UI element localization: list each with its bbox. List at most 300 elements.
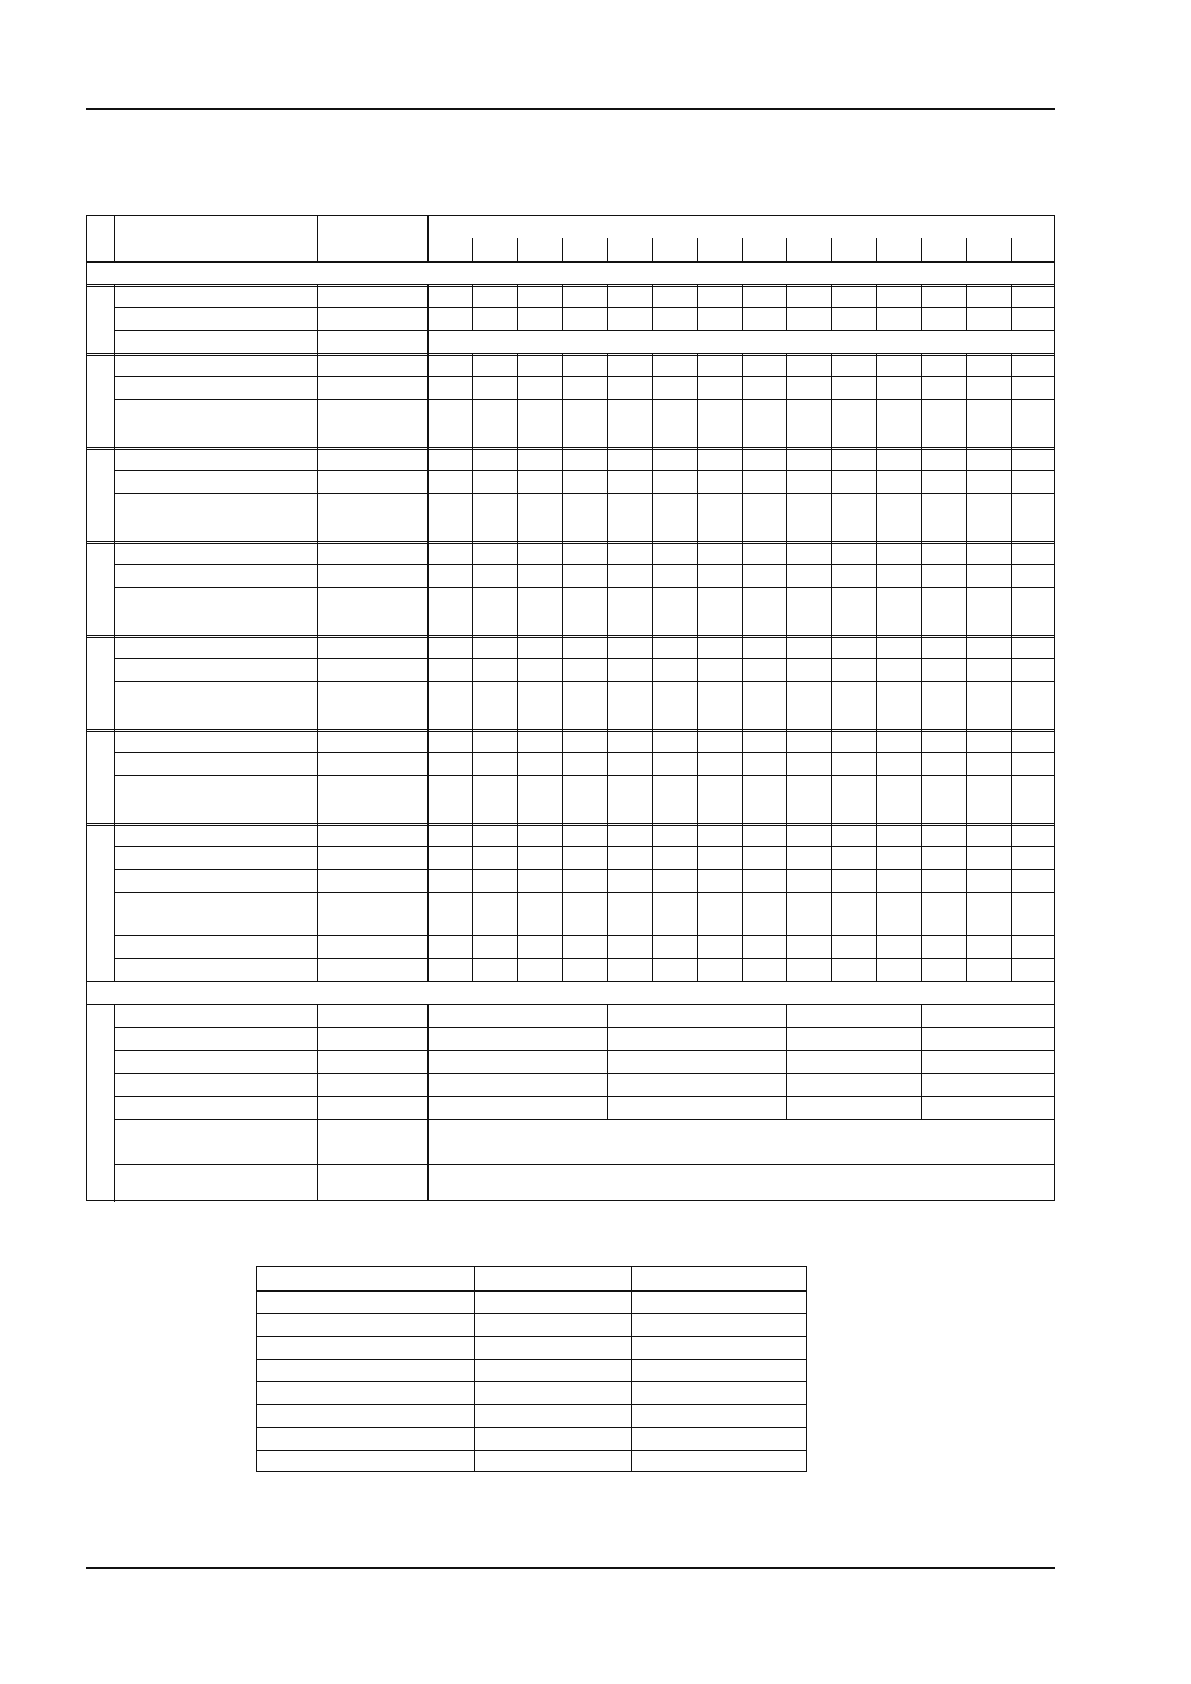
month-divider	[472, 353, 473, 376]
group-bottom-border	[87, 635, 1054, 638]
month-divider	[607, 376, 608, 399]
summary-row-divider	[257, 1336, 806, 1337]
month-divider	[876, 541, 877, 564]
header-month-tick	[876, 238, 877, 261]
header-rule	[86, 108, 1055, 110]
month-divider	[517, 752, 518, 775]
month-divider	[742, 658, 743, 681]
month-divider	[562, 564, 563, 587]
unit-divider	[427, 284, 429, 307]
label-divider	[317, 729, 318, 752]
month-divider	[517, 353, 518, 376]
month-divider	[831, 587, 832, 635]
month-divider	[562, 892, 563, 935]
month-divider	[1011, 935, 1012, 958]
month-divider	[786, 846, 787, 869]
row-divider	[114, 658, 1054, 659]
month-divider	[652, 958, 653, 981]
unit-divider	[427, 752, 429, 775]
month-divider	[1011, 635, 1012, 658]
month-divider	[742, 935, 743, 958]
month-divider	[742, 823, 743, 846]
month-divider	[472, 869, 473, 892]
month-divider	[652, 729, 653, 752]
header-month-tick	[742, 238, 743, 261]
unit-divider	[427, 353, 429, 376]
summary-row-divider	[257, 1404, 806, 1405]
month-divider	[652, 307, 653, 330]
month-divider	[921, 775, 922, 823]
month-divider	[697, 752, 698, 775]
header-month-tick	[786, 238, 787, 261]
month-divider	[1011, 353, 1012, 376]
month-divider	[652, 846, 653, 869]
month-divider	[831, 869, 832, 892]
month-divider	[1011, 658, 1012, 681]
month-divider	[742, 958, 743, 981]
month-divider	[876, 681, 877, 729]
month-divider	[921, 752, 922, 775]
month-divider	[966, 447, 967, 470]
month-divider	[966, 307, 967, 330]
month-divider	[742, 541, 743, 564]
month-divider	[697, 399, 698, 447]
month-divider	[742, 775, 743, 823]
month-divider	[786, 681, 787, 729]
month-divider	[786, 823, 787, 846]
month-divider	[876, 869, 877, 892]
month-divider	[831, 399, 832, 447]
month-divider	[831, 892, 832, 935]
month-divider	[966, 635, 967, 658]
unit-divider	[427, 376, 429, 399]
summary-header-border	[257, 1290, 806, 1292]
month-divider	[562, 470, 563, 493]
month-divider	[607, 470, 608, 493]
unit-divider	[427, 681, 429, 729]
row-divider	[114, 935, 1054, 936]
month-divider	[517, 447, 518, 470]
header-month-tick	[562, 238, 563, 261]
unit-divider	[427, 935, 429, 958]
month-divider	[921, 541, 922, 564]
summary-column-divider	[921, 1004, 922, 1027]
summary-column-divider	[607, 1027, 608, 1050]
header-month-tick	[1011, 238, 1012, 261]
group-divider	[114, 823, 115, 981]
month-divider	[921, 681, 922, 729]
month-divider	[921, 635, 922, 658]
month-divider	[1011, 752, 1012, 775]
header-month-tick	[472, 238, 473, 261]
label-divider	[317, 284, 318, 307]
month-divider	[876, 470, 877, 493]
unit-divider	[427, 823, 429, 846]
month-divider	[831, 541, 832, 564]
month-divider	[876, 892, 877, 935]
month-divider	[966, 892, 967, 935]
summary-column-divider	[607, 1004, 608, 1027]
month-divider	[472, 307, 473, 330]
unit-divider	[427, 493, 429, 541]
summary-column-divider	[786, 1050, 787, 1073]
month-divider	[517, 775, 518, 823]
unit-divider	[427, 1027, 429, 1050]
unit-divider	[427, 587, 429, 635]
month-divider	[786, 935, 787, 958]
row-divider	[114, 892, 1054, 893]
month-divider	[517, 376, 518, 399]
summary-row-divider	[257, 1427, 806, 1428]
unit-divider	[427, 635, 429, 658]
group-bottom-border	[87, 447, 1054, 450]
group-bottom-border	[87, 981, 1054, 982]
month-divider	[562, 635, 563, 658]
month-divider	[697, 935, 698, 958]
month-divider	[652, 775, 653, 823]
row-divider	[114, 1027, 1054, 1028]
month-divider	[786, 564, 787, 587]
month-divider	[517, 935, 518, 958]
label-divider	[317, 823, 318, 846]
month-divider	[472, 635, 473, 658]
month-divider	[742, 564, 743, 587]
month-divider	[921, 447, 922, 470]
unit-divider	[427, 447, 429, 470]
month-divider	[876, 752, 877, 775]
month-divider	[697, 447, 698, 470]
month-divider	[831, 752, 832, 775]
month-divider	[921, 846, 922, 869]
label-divider	[317, 1096, 318, 1119]
month-divider	[742, 376, 743, 399]
unit-divider	[427, 1096, 429, 1119]
month-divider	[876, 447, 877, 470]
unit-divider	[427, 470, 429, 493]
header-month-tick	[697, 238, 698, 261]
month-divider	[876, 399, 877, 447]
month-divider	[742, 869, 743, 892]
header-month-tick	[607, 238, 608, 261]
month-divider	[562, 681, 563, 729]
month-divider	[831, 284, 832, 307]
month-divider	[966, 470, 967, 493]
month-divider	[472, 564, 473, 587]
month-divider	[607, 587, 608, 635]
header-month-tick	[921, 238, 922, 261]
row-divider	[114, 587, 1054, 588]
month-divider	[966, 541, 967, 564]
month-divider	[607, 447, 608, 470]
month-divider	[652, 376, 653, 399]
month-divider	[786, 376, 787, 399]
label-divider	[317, 935, 318, 958]
month-divider	[966, 658, 967, 681]
month-divider	[517, 587, 518, 635]
month-divider	[786, 353, 787, 376]
month-divider	[831, 635, 832, 658]
label-divider	[317, 752, 318, 775]
month-divider	[742, 587, 743, 635]
month-divider	[607, 752, 608, 775]
month-divider	[786, 399, 787, 447]
month-divider	[562, 775, 563, 823]
month-divider	[517, 635, 518, 658]
month-divider	[472, 284, 473, 307]
month-divider	[1011, 376, 1012, 399]
row-divider	[114, 493, 1054, 494]
month-divider	[652, 399, 653, 447]
month-divider	[697, 541, 698, 564]
summary-row-divider	[257, 1359, 806, 1360]
unit-divider	[427, 541, 429, 564]
month-divider	[786, 470, 787, 493]
month-divider	[831, 823, 832, 846]
month-divider	[607, 353, 608, 376]
month-divider	[876, 564, 877, 587]
month-divider	[517, 846, 518, 869]
unit-divider	[427, 1004, 429, 1027]
month-divider	[742, 892, 743, 935]
month-divider	[562, 353, 563, 376]
month-divider	[966, 353, 967, 376]
month-divider	[562, 729, 563, 752]
month-divider	[831, 729, 832, 752]
month-divider	[876, 284, 877, 307]
header-group-divider	[114, 216, 115, 261]
month-divider	[742, 447, 743, 470]
month-divider	[562, 823, 563, 846]
month-divider	[921, 658, 922, 681]
label-divider	[317, 635, 318, 658]
month-divider	[472, 493, 473, 541]
month-divider	[607, 958, 608, 981]
month-divider	[742, 284, 743, 307]
unit-divider	[427, 869, 429, 892]
month-divider	[652, 493, 653, 541]
month-divider	[876, 729, 877, 752]
label-divider	[317, 564, 318, 587]
month-divider	[966, 564, 967, 587]
month-divider	[652, 564, 653, 587]
month-divider	[876, 658, 877, 681]
month-divider	[562, 493, 563, 541]
month-divider	[786, 775, 787, 823]
row-divider	[114, 1164, 1054, 1165]
summary-row-divider	[257, 1381, 806, 1382]
month-divider	[876, 587, 877, 635]
month-divider	[517, 869, 518, 892]
month-divider	[742, 470, 743, 493]
month-divider	[652, 284, 653, 307]
label-divider	[317, 681, 318, 729]
month-divider	[562, 284, 563, 307]
month-divider	[742, 752, 743, 775]
header-unit-divider	[427, 216, 429, 261]
label-divider	[317, 869, 318, 892]
month-divider	[831, 447, 832, 470]
month-divider	[921, 470, 922, 493]
month-divider	[966, 681, 967, 729]
month-divider	[652, 752, 653, 775]
unit-divider	[427, 729, 429, 752]
month-divider	[517, 284, 518, 307]
month-divider	[742, 307, 743, 330]
month-divider	[562, 958, 563, 981]
month-divider	[472, 681, 473, 729]
month-divider	[921, 587, 922, 635]
month-divider	[607, 564, 608, 587]
unit-divider	[427, 399, 429, 447]
month-divider	[831, 353, 832, 376]
unit-divider	[427, 892, 429, 935]
month-divider	[742, 729, 743, 752]
month-divider	[697, 353, 698, 376]
header-month-tick	[517, 238, 518, 261]
month-divider	[652, 823, 653, 846]
month-divider	[786, 541, 787, 564]
month-divider	[697, 307, 698, 330]
month-divider	[786, 892, 787, 935]
month-divider	[921, 935, 922, 958]
group-bottom-border	[87, 541, 1054, 544]
summary-column-divider	[786, 1004, 787, 1027]
summary-column-divider	[921, 1096, 922, 1119]
month-divider	[697, 658, 698, 681]
month-divider	[1011, 681, 1012, 729]
row-divider	[114, 846, 1054, 847]
month-divider	[562, 307, 563, 330]
month-divider	[472, 892, 473, 935]
month-divider	[472, 376, 473, 399]
month-divider	[742, 681, 743, 729]
month-divider	[562, 541, 563, 564]
label-divider	[317, 958, 318, 981]
month-divider	[1011, 541, 1012, 564]
month-divider	[876, 635, 877, 658]
section-bar-bottom	[87, 284, 1054, 287]
month-divider	[1011, 399, 1012, 447]
month-divider	[472, 470, 473, 493]
row-divider	[114, 399, 1054, 400]
unit-divider	[427, 658, 429, 681]
month-divider	[786, 587, 787, 635]
row-divider	[114, 564, 1054, 565]
label-divider	[317, 376, 318, 399]
label-divider	[317, 892, 318, 935]
month-divider	[697, 846, 698, 869]
month-divider	[921, 823, 922, 846]
month-divider	[921, 729, 922, 752]
month-divider	[966, 752, 967, 775]
month-divider	[786, 307, 787, 330]
month-divider	[517, 681, 518, 729]
unit-divider	[427, 1164, 429, 1201]
month-divider	[472, 399, 473, 447]
month-divider	[921, 376, 922, 399]
month-divider	[562, 587, 563, 635]
row-divider	[114, 958, 1054, 959]
row-divider	[114, 1050, 1054, 1051]
label-divider	[317, 587, 318, 635]
month-divider	[472, 752, 473, 775]
month-divider	[472, 729, 473, 752]
month-divider	[876, 823, 877, 846]
group-divider	[114, 541, 115, 635]
month-divider	[921, 892, 922, 935]
month-divider	[697, 635, 698, 658]
month-divider	[1011, 958, 1012, 981]
month-divider	[1011, 470, 1012, 493]
month-divider	[607, 681, 608, 729]
month-divider	[652, 635, 653, 658]
label-divider	[317, 1119, 318, 1164]
month-divider	[786, 958, 787, 981]
month-divider	[472, 447, 473, 470]
month-divider	[1011, 729, 1012, 752]
group-bottom-border	[87, 353, 1054, 356]
month-divider	[966, 399, 967, 447]
month-divider	[876, 846, 877, 869]
month-divider	[966, 935, 967, 958]
month-divider	[742, 493, 743, 541]
row-divider	[114, 307, 1054, 308]
month-divider	[517, 729, 518, 752]
month-divider	[742, 399, 743, 447]
group-divider	[114, 635, 115, 729]
month-divider	[697, 775, 698, 823]
unit-divider	[427, 1073, 429, 1096]
label-divider	[317, 1050, 318, 1073]
month-divider	[921, 564, 922, 587]
summary-column-divider	[607, 1073, 608, 1096]
month-divider	[517, 658, 518, 681]
header-month-tick	[966, 238, 967, 261]
label-divider	[317, 493, 318, 541]
row-divider	[114, 1073, 1054, 1074]
summary-row-divider	[257, 1313, 806, 1314]
month-divider	[786, 729, 787, 752]
label-divider	[317, 470, 318, 493]
month-divider	[831, 658, 832, 681]
row-divider	[114, 775, 1054, 776]
month-divider	[831, 935, 832, 958]
month-divider	[1011, 284, 1012, 307]
group-divider	[114, 1004, 115, 1202]
label-divider	[317, 353, 318, 376]
month-divider	[652, 470, 653, 493]
month-divider	[607, 541, 608, 564]
header-month-tick	[831, 238, 832, 261]
group-bottom-border	[87, 729, 1054, 732]
month-divider	[966, 846, 967, 869]
unit-divider	[427, 330, 429, 353]
label-divider	[317, 775, 318, 823]
label-divider	[317, 399, 318, 447]
month-divider	[472, 846, 473, 869]
month-divider	[831, 376, 832, 399]
month-divider	[1011, 823, 1012, 846]
month-divider	[742, 353, 743, 376]
header-bottom-border	[87, 261, 1054, 263]
month-divider	[472, 823, 473, 846]
month-divider	[921, 869, 922, 892]
month-divider	[697, 958, 698, 981]
month-divider	[966, 493, 967, 541]
month-divider	[697, 892, 698, 935]
month-divider	[921, 353, 922, 376]
month-divider	[921, 399, 922, 447]
